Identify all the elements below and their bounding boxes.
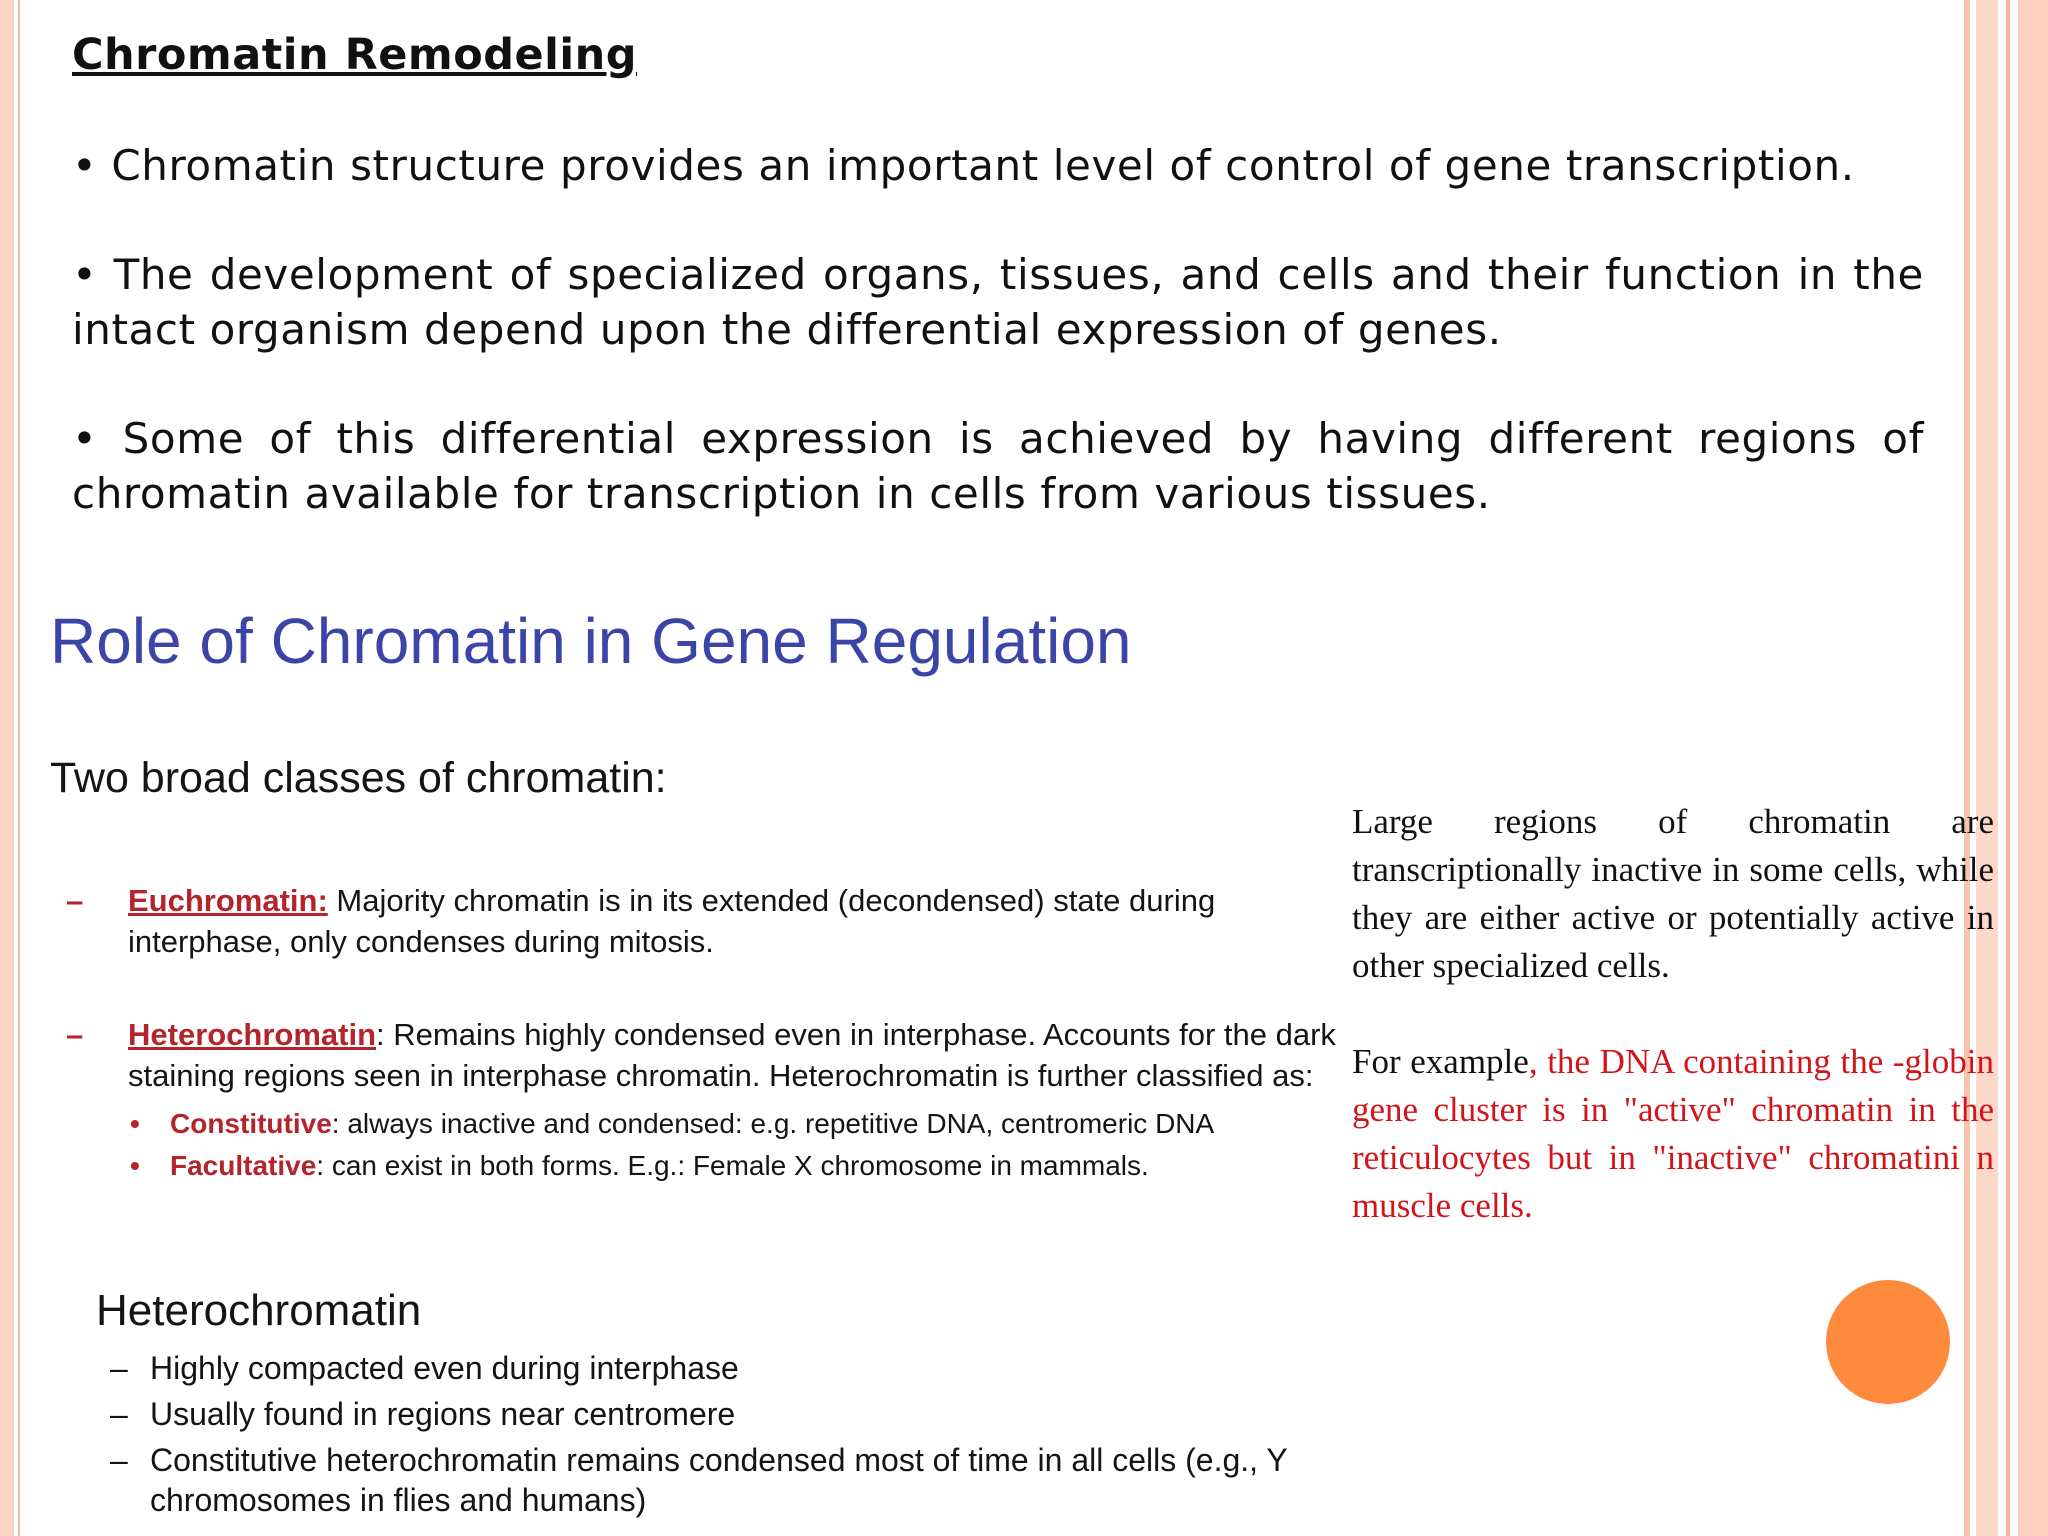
heterochromatin-types [128,1106,1346,1184]
right-border-stripe-1 [1964,0,1970,1536]
term-constitutive: Constitutive [170,1108,332,1139]
dash-marker: – [110,1442,128,1478]
fact-text: Usually found in regions near centromere [150,1396,736,1432]
list-item [110,1348,1340,1388]
left-border-line [18,0,20,1536]
sub-item-constitutive [128,1106,1346,1142]
example-lead: For example [1352,1042,1529,1081]
list-item-heterochromatin [66,1014,1346,1184]
list-item-euchromatin [66,880,1346,962]
intro-bullets [72,138,1924,575]
bullet-item: • Some of this differential expression is achieved by having different regions of chromatin available for transcription in cells from various tissues. [72,414,1924,518]
side-note [1352,798,1994,1278]
left-border-stripe [0,0,14,1536]
slide-title: Chromatin Remodeling [72,30,638,80]
heterochromatin-heading: Heterochromatin [96,1286,422,1335]
dash-marker: – [110,1396,128,1432]
right-border-stripe-3 [2006,0,2010,1536]
right-border-stripe-4 [2018,0,2048,1536]
list-item [110,1394,1340,1434]
figure-subtitle: Two broad classes of chromatin: [50,754,667,802]
example-highlight: , the DNA containing the -globin gene cluster is in "active" chromatin in the reticulocytes but in "inactive" chromatini n muscle cells. [1352,1042,1994,1225]
dash-marker: – [110,1350,128,1386]
term-heterochromatin: Heterochromatin [128,1017,377,1052]
facultative-description: : can exist in both forms. E.g.: Female X chromosome in mammals. [316,1150,1149,1181]
heterochromatin-facts [110,1348,1340,1526]
term-euchromatin: Euchromatin: [128,883,328,918]
constitutive-description: : always inactive and condensed: e.g. repetitive DNA, centromeric DNA [331,1108,1215,1139]
side-note-example [1352,1038,1994,1230]
fact-text: Constitutive heterochromatin remains condensed most of time in all cells (e.g., Y chromosomes in flies and humans) [150,1442,1288,1518]
list-item [110,1440,1340,1520]
euchromatin-description: Majority chromatin is in its extended (decondensed) state during interphase, only condenses during mitosis. [128,883,1216,959]
heterochromatin-description: : Remains highly condensed even in interphase. Accounts for the dark staining regions seen in interphase chromatin. Heterochromatin is further classified as: [128,1017,1336,1093]
fact-text: Highly compacted even during interphase [150,1350,739,1386]
figure-title: Role of Chromatin in Gene Regulation [50,605,1132,677]
dash-marker: – [66,1017,84,1052]
right-border-stripe-2 [1976,0,1998,1536]
side-note-paragraph: Large regions of chromatin are transcriptionally inactive in some cells, while they are either active or potentially active in other specialized cells. [1352,802,1994,985]
term-facultative: Facultative [170,1150,317,1181]
bullet-item: • Chromatin structure provides an important level of control of gene transcription. [72,141,1855,190]
orange-circle-decoration [1826,1280,1950,1404]
sub-item-facultative [128,1148,1346,1184]
dash-marker: – [66,883,84,918]
bullet-dot: • [130,1108,140,1139]
chromatin-class-list [66,880,1346,1236]
bullet-item: • The development of specialized organs, tissues, and cells and their function in the intact organism depend upon the differential expression of genes. [72,250,1924,354]
embedded-figure [38,590,1348,1536]
bullet-dot: • [130,1150,140,1181]
